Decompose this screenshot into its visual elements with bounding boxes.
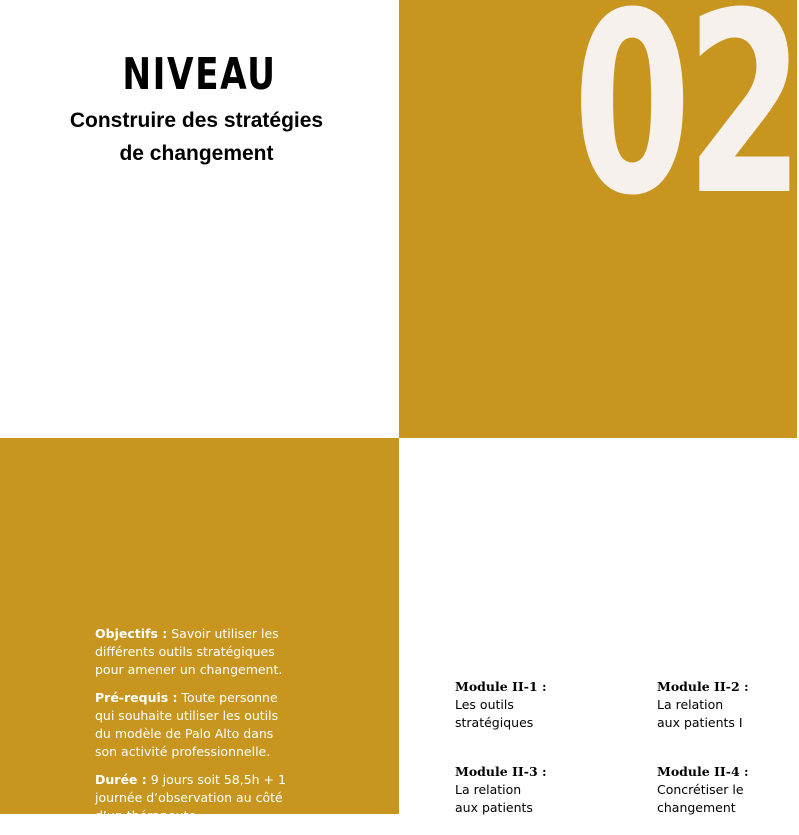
level-subtitle-line2: de changement (119, 142, 274, 165)
duree-text: 9 jours soit 58,5h + 1 journée d’observation au côté d’un thérapeute (95, 772, 286, 823)
module-line: aux patients (455, 800, 533, 815)
module-line: La relation (657, 697, 724, 712)
level-number: 02 (573, 0, 799, 250)
duree-paragraph (95, 771, 295, 825)
module-card (455, 678, 585, 732)
module-line: stratégiques (455, 715, 534, 730)
module-title: Module II-3 : (455, 764, 547, 779)
module-title: Module II-4 : (657, 764, 749, 779)
module-line: aux patients I (657, 715, 743, 730)
level-subtitle-line1: Construire des stratégies (69, 109, 324, 132)
module-card (657, 763, 787, 817)
module-line: Concrétiser le (657, 782, 744, 797)
module-card (657, 678, 787, 732)
info-block (95, 625, 295, 835)
module-title: Module II-2 : (657, 679, 749, 694)
prerequis-text: Toute personne qui souhaite utiliser les outils du modèle de Palo Alto dans son activité professionnelle. (95, 690, 279, 759)
level-subtitle (0, 104, 393, 170)
objectifs-label: Objectifs : (95, 626, 168, 641)
title-panel (0, 0, 399, 438)
objectifs-paragraph (95, 625, 295, 679)
module-line: Les outils (455, 697, 514, 712)
objectifs-text: Savoir utiliser les différents outils stratégiques pour amener un changement. (95, 626, 283, 677)
module-line: La relation (455, 782, 522, 797)
modules-panel (399, 438, 797, 814)
module-line: changement (657, 800, 736, 815)
prerequis-paragraph (95, 689, 295, 761)
level-title: NIVEAU (122, 49, 277, 100)
prerequis-label: Pré-requis : (95, 690, 178, 705)
module-title: Module II-1 : (455, 679, 547, 694)
duree-label: Durée : (95, 772, 147, 787)
info-panel (0, 438, 399, 823)
module-card (455, 763, 585, 817)
